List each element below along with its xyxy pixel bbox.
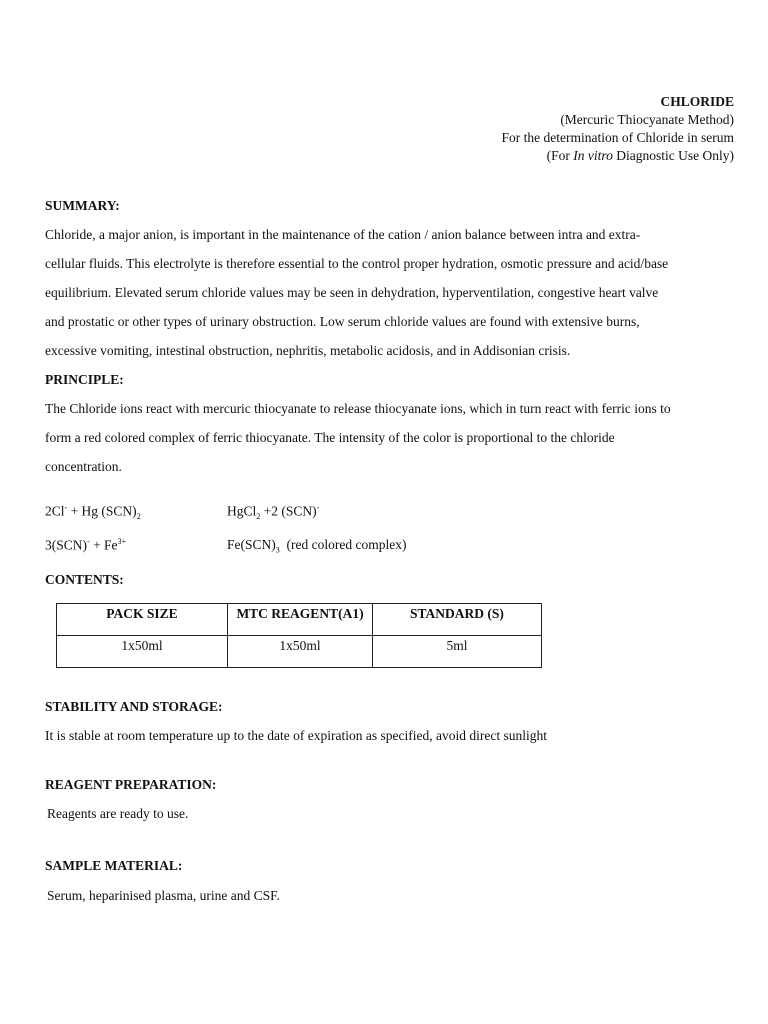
eq-sub: 3 <box>275 545 280 555</box>
summary-paragraph <box>45 220 735 365</box>
summary-line: equilibrium. Elevated serum chloride values may be seen in dehydration, hyperventilation, congestive heart valve <box>45 285 659 300</box>
stability-heading: STABILITY AND STORAGE: <box>45 699 223 714</box>
principle-heading: PRINCIPLE: <box>45 372 124 387</box>
equation-1-products <box>227 503 319 521</box>
table-header-row <box>57 604 542 636</box>
equation-2-reactants <box>45 537 126 554</box>
use-prefix: (For <box>546 148 574 163</box>
eq-text: 2Cl <box>45 503 65 519</box>
eq-sup: 3+ <box>117 537 127 546</box>
eq-text: 3(SCN) <box>45 537 88 553</box>
sample-text: Serum, heparinised plasma, urine and CSF. <box>47 888 280 903</box>
table-header-cell: PACK SIZE <box>57 604 228 636</box>
method-subtitle: (Mercuric Thiocyanate Method) <box>560 112 734 127</box>
table-header-cell: MTC REAGENT(A1) <box>228 604 373 636</box>
table-row <box>57 636 542 668</box>
principle-line: form a red colored complex of ferric thiocyanate. The intensity of the color is proportional to the chloride <box>45 430 615 445</box>
eq-text: HgCl <box>227 503 257 519</box>
eq-text: (red colored complex) <box>279 537 407 552</box>
document-title: CHLORIDE <box>660 94 734 109</box>
summary-heading: SUMMARY: <box>45 198 120 213</box>
eq-text: +2 (SCN) <box>260 503 317 519</box>
summary-line: Chloride, a major anion, is important in the maintenance of the cation / anion balance between intra and extra- <box>45 227 641 242</box>
eq-sup: - <box>316 503 320 512</box>
purpose-line: For the determination of Chloride in serum <box>501 130 734 145</box>
reagent-prep-heading: REAGENT PREPARATION: <box>45 777 217 792</box>
table-cell: 1x50ml <box>228 636 373 668</box>
principle-line: concentration. <box>45 459 122 474</box>
summary-line: excessive vomiting, intestinal obstruction, nephritis, metabolic acidosis, and in Addisonian crisis. <box>45 343 571 358</box>
sample-heading: SAMPLE MATERIAL: <box>45 858 183 873</box>
table-cell: 5ml <box>373 636 542 668</box>
contents-heading: CONTENTS: <box>45 572 124 587</box>
table-cell: 1x50ml <box>57 636 228 668</box>
principle-paragraph <box>45 394 735 481</box>
eq-sup: - <box>64 503 68 512</box>
principle-line: The Chloride ions react with mercuric thiocyanate to release thiocyanate ions, which in turn react with ferric ions to <box>45 401 671 416</box>
use-line <box>502 147 734 165</box>
document-header <box>502 93 734 165</box>
contents-table <box>56 603 542 668</box>
eq-text: + Hg (SCN) <box>67 503 137 519</box>
summary-line: and prostatic or other types of urinary obstruction. Low serum chloride values are found with extensive burns, <box>45 314 640 329</box>
stability-text: It is stable at room temperature up to the date of expiration as specified, avoid direct sunlight <box>45 728 547 743</box>
equation-1-reactants <box>45 503 141 521</box>
eq-sub: 2 <box>136 512 141 522</box>
eq-text: + Fe <box>89 537 118 553</box>
summary-line: cellular fluids. This electrolyte is therefore essential to the control proper hydration, osmotic pressure and acid/base <box>45 256 669 271</box>
use-italic: In vitro <box>573 148 613 163</box>
table-header-cell: STANDARD (S) <box>373 604 542 636</box>
eq-text: Fe(SCN) <box>227 537 276 552</box>
equation-2-products <box>227 537 406 555</box>
use-suffix: Diagnostic Use Only) <box>612 148 734 163</box>
eq-sub: 2 <box>256 512 261 522</box>
eq-sup: - <box>87 537 90 546</box>
reagent-prep-text: Reagents are ready to use. <box>47 806 189 821</box>
